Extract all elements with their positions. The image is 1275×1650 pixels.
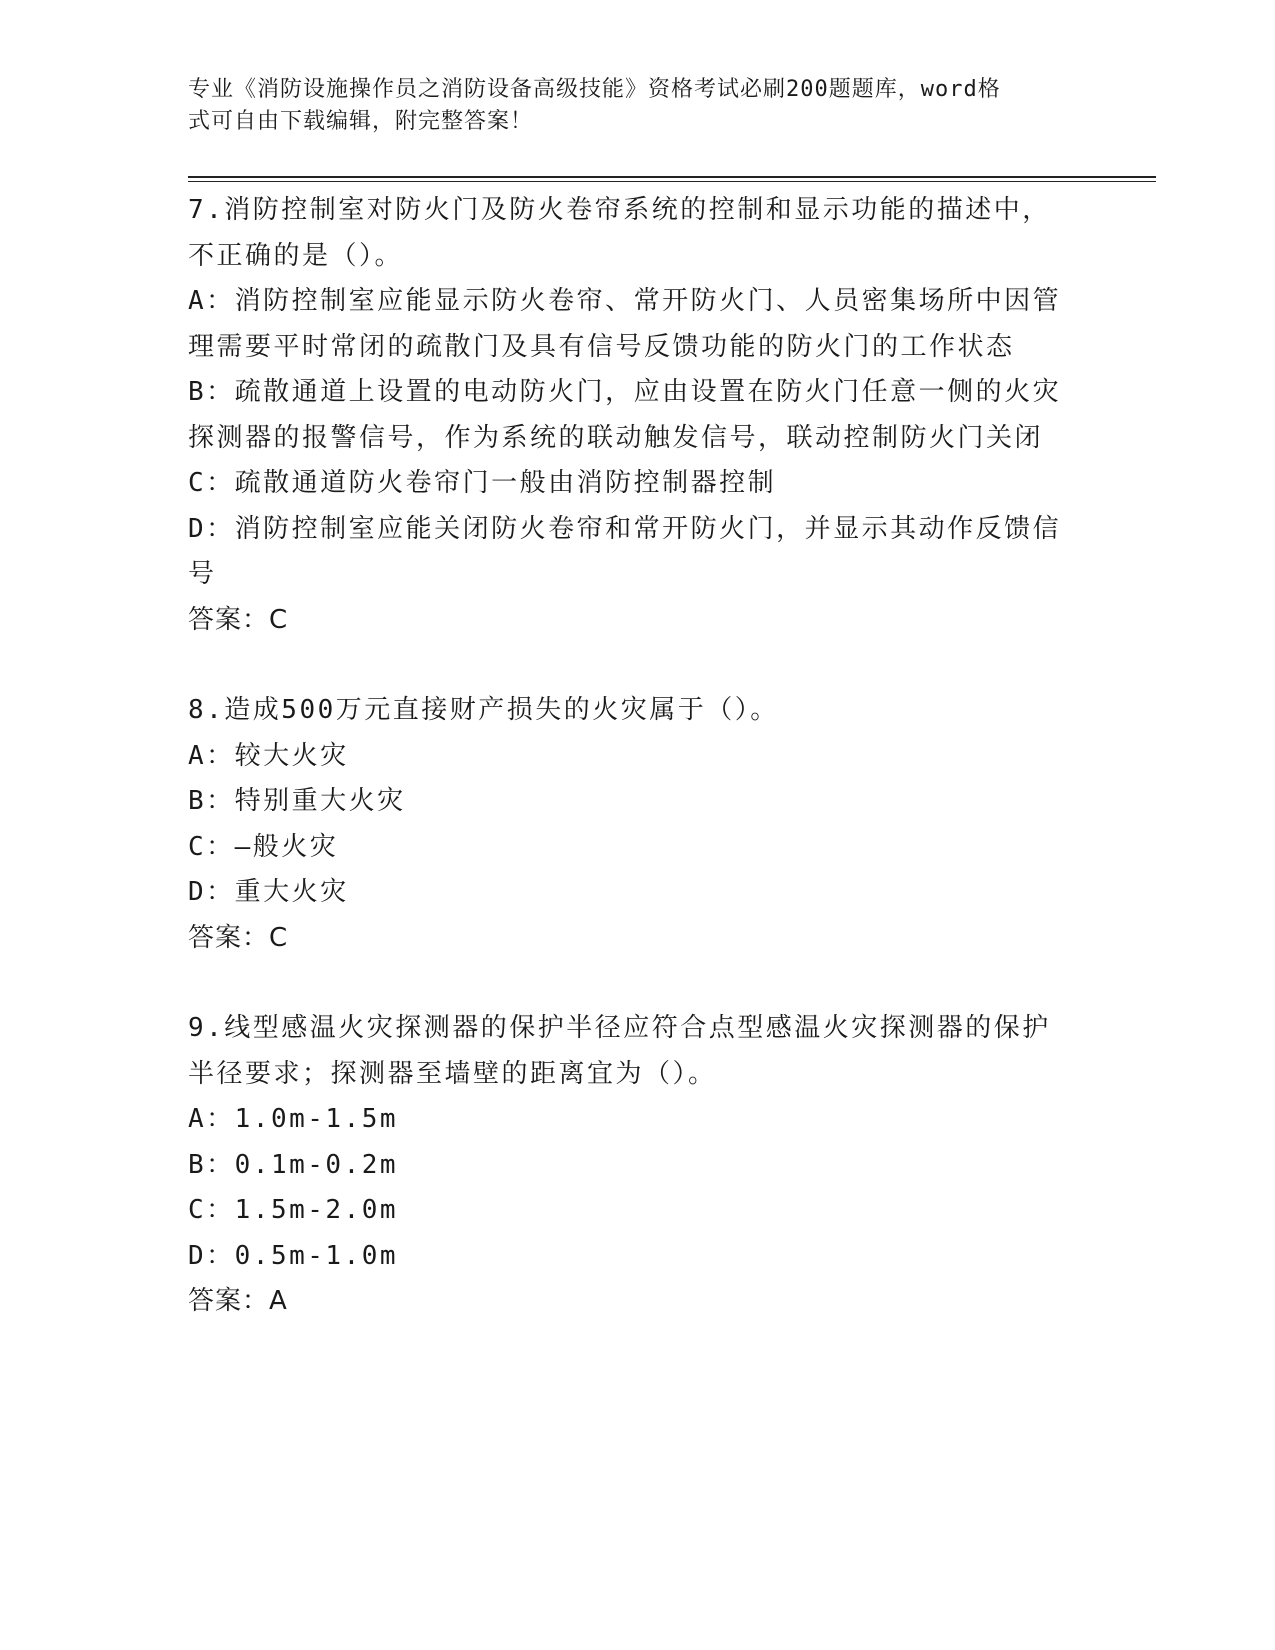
option-line: D：0.5m-1.0m xyxy=(188,1240,399,1271)
option-line: C：1.5m-2.0m xyxy=(188,1195,399,1225)
option-line: A：较大火灾 xyxy=(188,740,349,771)
question-stem-line: 半径要求；探测器至墙壁的距离宜为（）。 xyxy=(188,1058,717,1089)
option-line: 探测器的报警信号，作为系统的联动触发信号，联动控制防火门关闭 xyxy=(188,422,1044,453)
answer-label: 答案：A xyxy=(188,1286,288,1316)
question-stem-line: 7.消防控制室对防火门及防火卷帘系统的控制和显示功能的描述中， xyxy=(188,195,1051,225)
option-line: 号 xyxy=(188,559,217,589)
question-9 xyxy=(188,1006,1088,1325)
question-stem-line: 8.造成500万元直接财产损失的火灾属于（）。 xyxy=(188,695,779,725)
option-line: D：重大火灾 xyxy=(188,877,349,907)
question-8 xyxy=(188,688,1088,961)
option-line: B：特别重大火灾 xyxy=(188,786,406,816)
option-line: D：消防控制室应能关闭防火卷帘和常开防火门，并显示其动作反馈信 xyxy=(188,513,1062,544)
header-divider-thin xyxy=(188,181,1156,182)
question-list xyxy=(188,188,1088,1325)
header-divider-thick xyxy=(188,176,1156,178)
option-line: 理需要平时常闭的疏散门及具有信号反馈功能的防火门的工作状态 xyxy=(188,331,1015,362)
option-line: A：消防控制室应能显示防火卷帘、常开防火门、人员密集场所中因管 xyxy=(188,286,1062,316)
header-line-2: 式可自由下载编辑，附完整答案！ xyxy=(188,109,534,134)
answer-label: 答案：C xyxy=(188,604,289,635)
answer-label: 答案：C xyxy=(188,922,289,953)
document-header xyxy=(188,74,1068,138)
question-7 xyxy=(188,188,1088,643)
header-line-1: 专业《消防设施操作员之消防设备高级技能》资格考试必刷200题题库，word格 xyxy=(188,77,1001,102)
option-line: C：—般火灾 xyxy=(188,831,339,862)
option-line: B：0.1m-0.2m xyxy=(188,1149,399,1180)
option-line: C：疏散通道防火卷帘门一般由消防控制器控制 xyxy=(188,468,777,498)
option-line: B：疏散通道上设置的电动防火门，应由设置在防火门任意一侧的火灾 xyxy=(188,377,1062,407)
question-stem-line: 不正确的是（）。 xyxy=(188,240,404,271)
option-line: A：1.0m-1.5m xyxy=(188,1104,399,1134)
question-stem-line: 9.线型感温火灾探测器的保护半径应符合点型感温火灾探测器的保护 xyxy=(188,1013,1051,1043)
